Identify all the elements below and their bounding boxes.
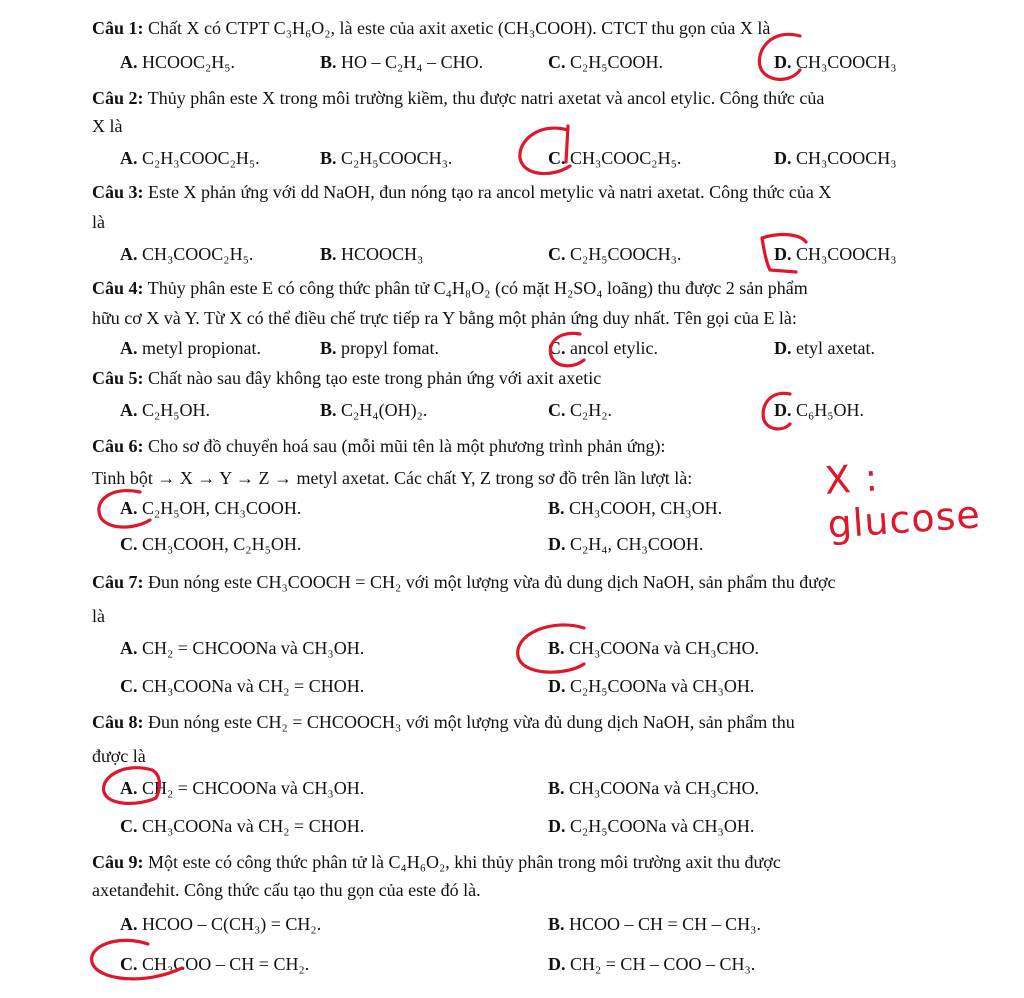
answer-circle-q4 xyxy=(550,333,584,365)
option-c: C. CH₃COOH, C₂H₅OH. xyxy=(120,534,302,554)
answer-circle-q8 xyxy=(104,768,160,804)
question-text: Đun nóng este CH₃COOCH = CH₂ với một lượng vừa đủ dung dịch NaOH, sản phẩm thu được xyxy=(148,572,836,592)
option-b: B. CH₃COONa và CH₃CHO. xyxy=(548,638,760,658)
question-text-line2: axetanđehit. Công thức cấu tạo thu gọn của este đó là. xyxy=(92,880,481,900)
question-text-line2: X là xyxy=(92,116,123,136)
question-text-line2: là xyxy=(92,606,105,626)
option-d: D. CH₃COOCH₃ xyxy=(774,244,897,264)
question-number: Câu 9: xyxy=(92,852,144,872)
option-b: B. CH₃COONa và CH₃CHO. xyxy=(548,778,760,798)
option-a: A. CH₂ = CHCOONa và CH₃OH. xyxy=(120,638,365,658)
answer-circle-q3 xyxy=(762,235,806,272)
option-a: A. HCOOC₂H₅. xyxy=(120,52,236,72)
question-text: Thủy phân este X trong môi trường kiềm, thu được natri axetat và ancol etylic. Công thức của xyxy=(147,88,825,108)
question-number: Câu 4: xyxy=(92,278,144,298)
answer-circle-q9 xyxy=(92,940,182,979)
option-c: C. CH₃COOC₂H₅. xyxy=(548,148,682,168)
option-b: B. C₂H₄(OH)₂. xyxy=(320,400,428,420)
option-c: C. C₂H₂. xyxy=(548,400,613,420)
option-a: A. CH₂ = CHCOONa và CH₃OH. xyxy=(120,778,365,798)
option-b: B. HO – C₂H₄ – CHO. xyxy=(320,52,484,72)
answer-circle-q1 xyxy=(759,34,800,79)
question-text: Este X phản ứng với dd NaOH, đun nóng tạo ra ancol metylic và natri axetat. Công thức của X xyxy=(148,182,832,202)
option-b: B. propyl fomat. xyxy=(320,338,439,358)
option-d: D. CH₂ = CH – COO – CH₃. xyxy=(548,954,756,974)
option-b: B. HCOO – CH = CH – CH₃. xyxy=(548,914,761,934)
option-c: C. CH₃COO – CH = CH₂. xyxy=(120,954,310,974)
question-text: Chất nào sau đây không tạo este trong phản ứng với axit axetic xyxy=(148,368,602,388)
option-c: C. CH₃COONa và CH₂ = CHOH. xyxy=(120,816,365,836)
option-c: C. C₂H₅COOCH₃. xyxy=(548,244,682,264)
question-text: Chất X có CTPT C₃H₆O₂, là este của axit axetic (CH₃COOH). CTCT thu gọn của X là xyxy=(148,18,771,38)
answer-circle-q7 xyxy=(518,625,584,672)
option-a: A. C₂H₅OH. xyxy=(120,400,211,420)
option-d: D. C₂H₅COONa và CH₃OH. xyxy=(548,676,755,696)
option-b: B. CH₃COOH, CH₃OH. xyxy=(548,498,723,518)
question-number: Câu 1: xyxy=(92,18,144,38)
question-text: Thủy phân este E có công thức phân tử C₄H₈O₂ (có mặt H₂SO₄ loãng) thu được 2 sản phẩm xyxy=(147,278,808,298)
question-text: Cho sơ đồ chuyển hoá sau (mỗi mũi tên là một phương trình phản ứng): xyxy=(148,436,666,456)
option-d: D. C₂H₄, CH₃COOH. xyxy=(548,534,704,554)
question-number: Câu 8: xyxy=(92,712,144,732)
option-d: D. CH₃COOCH₃ xyxy=(774,52,897,72)
option-b: B. HCOOCH₃ xyxy=(320,244,424,264)
option-d: D. C₂H₅COONa và CH₃OH. xyxy=(548,816,755,836)
option-a: A. metyl propionat. xyxy=(120,338,261,358)
question-text-line2: hữu cơ X và Y. Từ X có thể điều chế trực tiếp ra Y bằng một phản ứng duy nhất. Tên gọi của E là: xyxy=(92,308,797,328)
option-d: D. etyl axetat. xyxy=(774,338,875,358)
option-a: A. C₂H₅OH, CH₃COOH. xyxy=(120,498,302,518)
question-number: Câu 5: xyxy=(92,368,144,388)
question-number: Câu 2: xyxy=(92,88,144,108)
option-d: D. C₆H₅OH. xyxy=(774,400,865,420)
option-a: A. CH₃COOC₂H₅. xyxy=(120,244,254,264)
question-text-line2: Tinh bột → X → Y → Z → metyl axetat. Các chất Y, Z trong sơ đồ trên lần lượt là: xyxy=(92,468,693,488)
question-number: Câu 6: xyxy=(92,436,144,456)
option-d: D. CH₃COOCH₃ xyxy=(774,148,897,168)
question-text: Đun nóng este CH₂ = CHCOOCH₃ với một lượng vừa đủ dung dịch NaOH, sản phẩm thu xyxy=(148,712,795,732)
question-text: Một este có công thức phân tử là C₄H₆O₂, khi thủy phân trong môi trường axit thu được xyxy=(148,852,781,872)
option-c: C. C₂H₅COOH. xyxy=(548,52,664,72)
handwritten-note: X : glucose xyxy=(823,455,983,547)
answer-circle-q5 xyxy=(763,393,790,429)
option-a: A. C₂H₃COOC₂H₅. xyxy=(120,148,260,168)
option-a: A. HCOO – C(CH₃) = CH₂. xyxy=(120,914,322,934)
question-number: Câu 7: xyxy=(92,572,144,592)
option-b: B. C₂H₅COOCH₃. xyxy=(320,148,453,168)
question-number: Câu 3: xyxy=(92,182,144,202)
answer-circle-q6 xyxy=(99,491,150,527)
option-c: C. CH₃COONa và CH₂ = CHOH. xyxy=(120,676,365,696)
question-text-line2: được là xyxy=(92,746,146,766)
option-c: C. ancol etylic. xyxy=(548,338,658,358)
question-text-line2: là xyxy=(92,212,105,232)
answer-circle-q2 xyxy=(520,126,570,174)
